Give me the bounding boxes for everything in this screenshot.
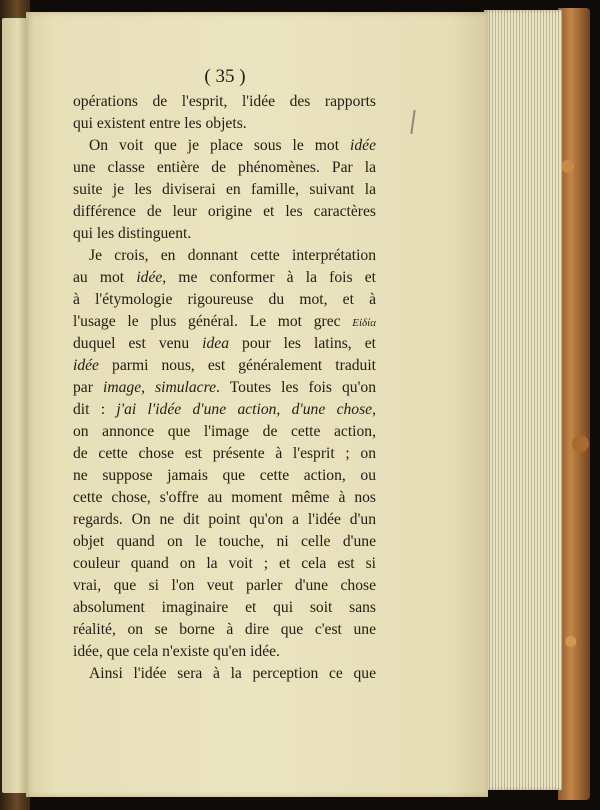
right-cover: [558, 8, 590, 800]
page-number: ( 35 ): [204, 66, 246, 87]
text-line: de cette chose est présente à l'esprit ; on: [73, 445, 376, 462]
text-line: [73, 400, 376, 420]
text-line: qui les distinguent.: [73, 225, 192, 242]
text-line: réalité, on se borne à dire que c'est une: [73, 621, 376, 638]
text-line: objet quand on le touche, ni celle d'une: [73, 533, 376, 550]
text-run: ,: [372, 401, 376, 418]
text-line: [73, 268, 376, 288]
text-line: à l'étymologie rigoureuse du mot, et à: [73, 291, 376, 308]
text-run: , me conformer à la fois et: [162, 269, 376, 286]
text-line: différence de leur origine et les caractères: [73, 203, 376, 220]
text-line: [73, 356, 376, 376]
text-run: au mot: [73, 269, 137, 286]
text-line: vrai, que si l'on veut parler d'une chose: [73, 577, 376, 594]
text-line: suite je les diviserai en famille, suivant la: [73, 181, 376, 198]
text-line: idée, que cela n'existe qu'en idée.: [73, 643, 280, 660]
greek-word: Εἰδία: [352, 317, 376, 329]
text-run: dit :: [73, 401, 117, 418]
italic-run: idée: [350, 137, 376, 154]
text-run: . Toutes les fois qu'on: [216, 379, 377, 396]
text-line: opérations de l'esprit, l'idée des rapports: [73, 93, 376, 110]
italic-run: j'ai l'idée d'une action, d'une chose: [116, 401, 373, 418]
text-run: l'usage le plus général. Le mot grec: [73, 313, 353, 330]
text-line: regards. On ne dit point qu'on a l'idée d'un: [73, 511, 376, 528]
text-line: [89, 136, 376, 156]
left-page-edge: [2, 18, 28, 793]
text-run: On voit que je place sous le mot: [89, 137, 351, 154]
text-line: qui existent entre les objets.: [73, 115, 247, 132]
text-line: absolument imaginaire et qui soit sans: [73, 599, 376, 616]
pencil-mark: [410, 110, 415, 134]
text-line: on annonce que l'image de cette action,: [73, 423, 376, 440]
text-line: [73, 378, 376, 398]
text-run: duquel est venu: [73, 335, 203, 352]
text-line: Je crois, en donnant cette interprétation: [89, 247, 376, 264]
text-line: ne suppose jamais que cette action, ou: [73, 467, 376, 484]
text-line: Ainsi l'idée sera à la perception ce que: [89, 665, 376, 682]
text-line: cette chose, s'offre au moment même à nos: [73, 489, 376, 506]
text-run: parmi nous, est généralement traduit: [98, 357, 376, 374]
italic-run: image, simulacre: [103, 379, 217, 396]
italic-run: idée: [136, 269, 163, 286]
text-line: [73, 312, 376, 333]
text-line: [73, 334, 376, 354]
italic-run: idea: [202, 335, 230, 352]
page-stack-edge: [484, 10, 562, 790]
text-line: une classe entière de phénomènes. Par la: [73, 159, 376, 176]
text-line: couleur quand on la voit ; et cela est si: [73, 555, 376, 572]
italic-run: idée: [73, 357, 99, 374]
text-run: par: [73, 379, 103, 396]
text-run: pour les latins, et: [229, 335, 376, 352]
